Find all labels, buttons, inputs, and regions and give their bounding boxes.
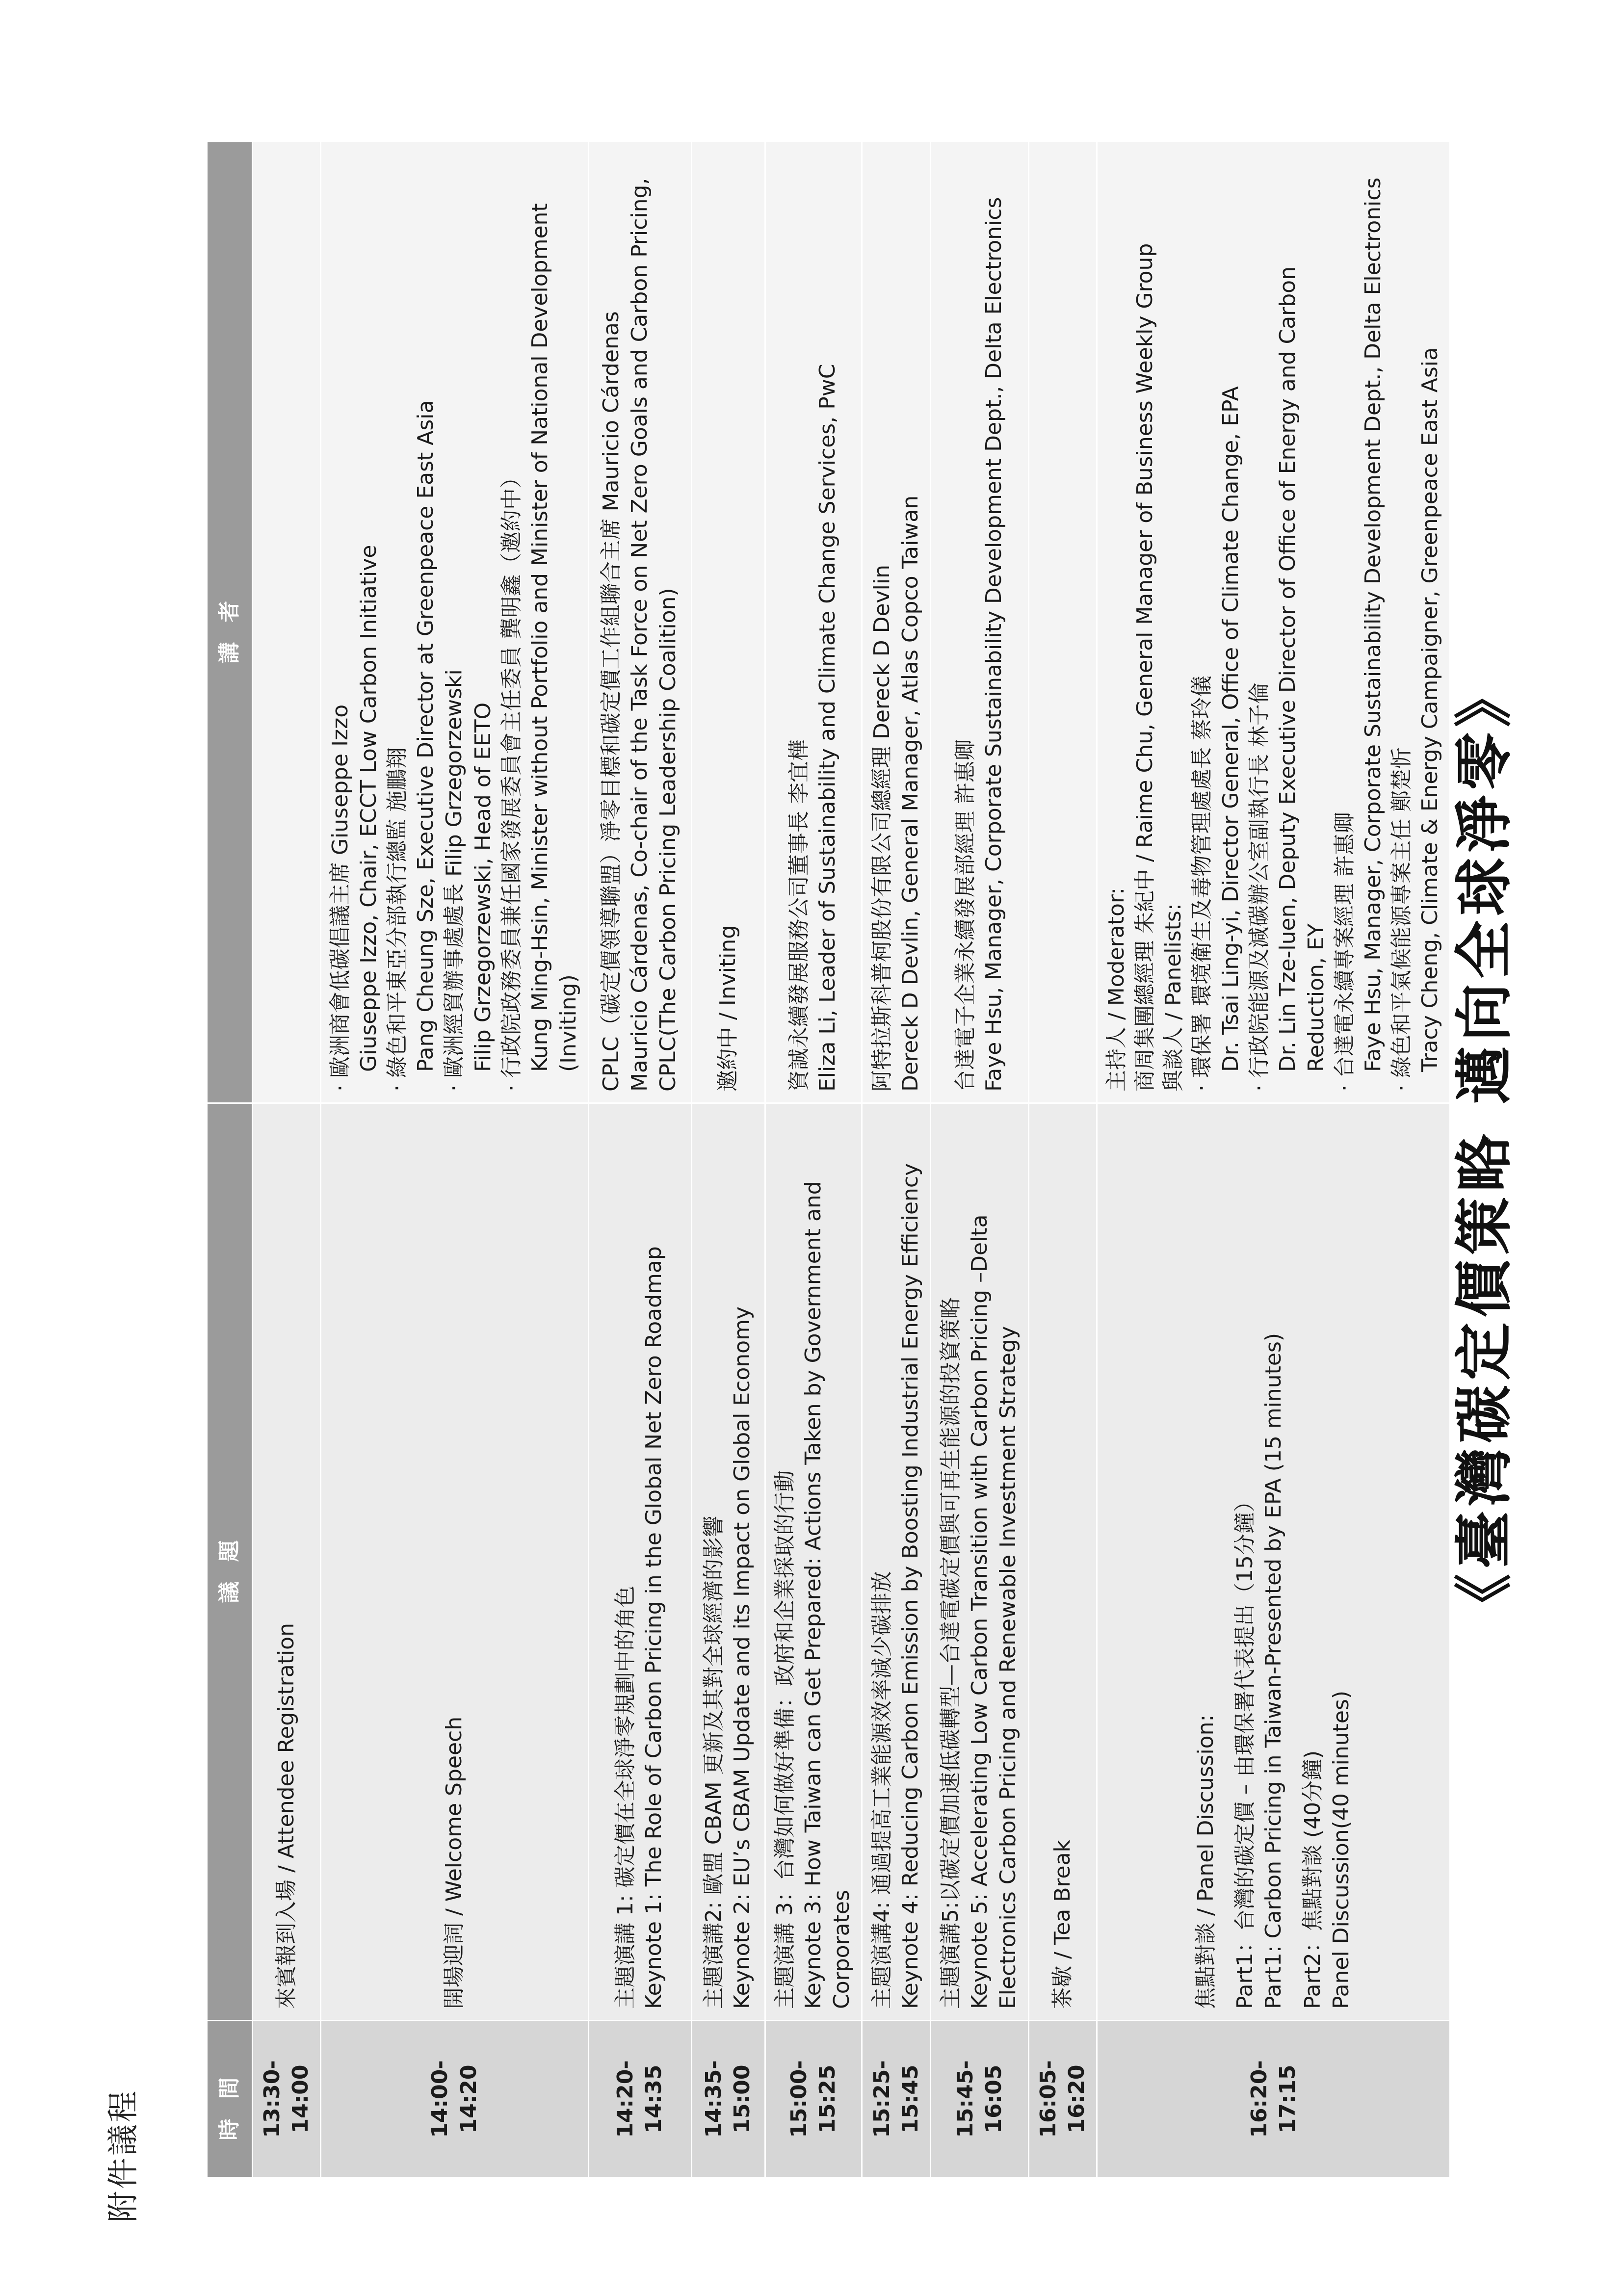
- annex-label: 附件議程: [105, 2089, 142, 2222]
- topic-line: 主題演講 1: 碳定價在全球淨零規劃中的角色: [613, 1586, 638, 2009]
- speaker-line: Filip Grzegorzewski, Head of EETO: [470, 702, 496, 1072]
- header-time: 時間: [207, 2021, 253, 2178]
- speaker-line: Eliza Li, Leader of Sustainability and Climate Change Services, PwC: [814, 364, 840, 1092]
- topic-line: 開場迎詞 / Welcome Speech: [442, 1716, 467, 2009]
- topic-line: 茶歇 / Tea Break: [1050, 1839, 1075, 2009]
- speaker-cell: [931, 142, 1029, 1103]
- speaker-line: Faye Hsu, Manager, Corporate Sustainability Development Dept., Delta Electronics: [1360, 177, 1386, 1072]
- table-row: [321, 142, 589, 2178]
- speaker-cell: [253, 142, 321, 1103]
- topic-line: Part1：台灣的碳定價 – 由環保署代表提出（15分鐘）: [1232, 1490, 1257, 2009]
- speaker-line: 商周集團總經理 朱紀中 / Raime Chu, General Manager of Business Weekly Group: [1132, 243, 1158, 1092]
- speaker-line: Kung Ming-Hsin, Minister without Portfolio and Minister of National Development (Inviting): [527, 203, 581, 1072]
- speaker-line: 阿特拉斯科普柯股份有限公司總經理 Dereck D Devlin: [869, 565, 894, 1092]
- time-cell: 15:45-16:05: [931, 2021, 1029, 2178]
- speaker-line: Pang Cheung Sze, Executive Director at Greenpeace East Asia: [413, 400, 439, 1072]
- speaker-line: Dr. Lin Tze-luen, Deputy Executive Director of Office of Energy and Carbon Reduction, EY: [1275, 266, 1329, 1072]
- topic-line: 主題演講4: 通過提高工業能源效率減少碳排放: [869, 1571, 894, 2009]
- speaker-line: Dereck D Devlin, General Manager, Atlas Copco Taiwan: [897, 495, 923, 1092]
- speaker-cell: [1097, 142, 1450, 1103]
- topic-line: 主題演講2: 歐盟 CBAM 更新及其對全球經濟的影響: [701, 1515, 727, 2009]
- speaker-line: Giuseppe Izzo, Chair, ECCT Low Carbon Initiative: [356, 545, 382, 1072]
- topic-cell: [931, 1103, 1029, 2021]
- topic-cell: [691, 1103, 765, 2021]
- table-row: [588, 142, 691, 2178]
- speaker-line: Dr. Tsai Ling-yi, Director General, Office of Climate Change, EPA: [1218, 386, 1243, 1072]
- speaker-line: · 行政院政務委員兼任國家發展委員會主任委員 龔明鑫（邀約中）: [498, 467, 524, 1092]
- header-speaker: 講者: [207, 142, 253, 1103]
- table-row: [931, 142, 1029, 2178]
- speaker-line: 與談人 / Panelists:: [1161, 903, 1186, 1092]
- topic-line: Part2：焦點對談 (40分鐘): [1300, 1750, 1325, 2009]
- speaker-line: 資誠永續發展服務公司董事長 李宜樺: [786, 739, 812, 1092]
- table-row: [1029, 142, 1097, 2178]
- speaker-line: · 綠色和平東亞分部執行總監 施鵬翔: [385, 747, 410, 1092]
- agenda-table: [206, 141, 1451, 2178]
- speaker-line: 邀約中 / Inviting: [715, 925, 741, 1092]
- speaker-cell: [588, 142, 691, 1103]
- table-row: [691, 142, 765, 2178]
- speaker-line: Faye Hsu, Manager, Corporate Sustainability Development Dept., Delta Electronics: [981, 197, 1006, 1092]
- speaker-line: Tracy Cheng, Climate & Energy Campaigner, Greenpeace East Asia: [1417, 347, 1443, 1072]
- speaker-line: · 行政院能源及減碳辦公室副執行長 林子倫: [1246, 682, 1272, 1092]
- time-cell: 14:00-14:20: [321, 2021, 589, 2178]
- speaker-line: 主持人 / Moderator:: [1104, 887, 1129, 1092]
- topic-cell: [1097, 1103, 1450, 2021]
- time-cell: 13:30-14:00: [253, 2021, 321, 2178]
- topic-line: 焦點對談 / Panel Discussion:: [1193, 1714, 1218, 2009]
- topic-cell: [862, 1103, 931, 2021]
- topic-cell: [765, 1103, 862, 2021]
- topic-line: Panel Discussion(40 minutes): [1328, 1690, 1354, 2009]
- topic-line: 主題演講 3：台灣如何做好準備：政府和企業採取的行動: [772, 1470, 797, 2009]
- time-cell: 14:35-15:00: [691, 2021, 765, 2178]
- table-row: [1097, 142, 1450, 2178]
- speaker-line: 台達電子企業永續發展部經理 許惠卿: [952, 739, 978, 1092]
- topic-line: Part1: Carbon Pricing in Taiwan-Presented by EPA (15 minutes): [1260, 1332, 1286, 2009]
- speaker-cell: [1029, 142, 1097, 1103]
- speaker-line: CPLC（碳定價領導聯盟）淨零目標和碳定價工作組聯合主席 Mauricio Cárdenas: [599, 311, 624, 1092]
- topic-cell: [1029, 1103, 1097, 2021]
- page-title: 《臺灣碳定價策略 邁向全球淨零》: [1450, 664, 1518, 1632]
- speaker-line: · 歐洲商會低碳倡議主席 Giuseppe Izzo: [328, 704, 353, 1092]
- speaker-cell: [765, 142, 862, 1103]
- topic-cell: [321, 1103, 589, 2021]
- speaker-cell: [862, 142, 931, 1103]
- topic-line: Keynote 3: How Taiwan can Get Prepared: Actions Taken by Government and Corporates: [800, 1181, 855, 2009]
- table-row: [253, 142, 321, 2178]
- table-row: [765, 142, 862, 2178]
- agenda-header-row: [207, 142, 253, 2178]
- topic-line: [1288, 1115, 1299, 2009]
- speaker-line: · 歐洲經貿辦事處處長 Filip Grzegorzewski: [442, 669, 467, 1092]
- speaker-line: Mauricio Cárdenas, Co-chair of the Task Force on Net Zero Goals and Carbon Pricing, CPLC(The Carbon Pricing Leadership Coalition): [627, 178, 681, 1092]
- time-cell: 14:20-14:35: [588, 2021, 691, 2178]
- table-row: [862, 142, 931, 2178]
- time-cell: 15:00-15:25: [765, 2021, 862, 2178]
- topic-line: Keynote 5: Accelerating Low Carbon Transition with Carbon Pricing –Delta Electronics Carbon Pricing and Renewable Investment Strategy: [967, 1214, 1021, 2009]
- topic-line: Keynote 1: The Role of Carbon Pricing in the Global Net Zero Roadmap: [641, 1246, 667, 2009]
- topic-cell: [253, 1103, 321, 2021]
- time-cell: 15:25-15:45: [862, 2021, 931, 2178]
- speaker-line: · 環保署 環境衛生及毒物管理處處長 蔡玲儀: [1189, 676, 1215, 1092]
- time-cell: 16:20-17:15: [1097, 2021, 1450, 2178]
- speaker-line: · 台達電永續專案經理 許惠卿: [1332, 812, 1357, 1092]
- speaker-cell: [321, 142, 589, 1103]
- agenda-body: [253, 142, 1450, 2178]
- topic-line: [1220, 1115, 1231, 2009]
- topic-line: Keynote 4: Reducing Carbon Emission by Boosting Industrial Energy Efficiency: [897, 1163, 923, 2009]
- topic-line: Keynote 2: EU’s CBAM Update and its Impact on Global Economy: [730, 1306, 755, 2009]
- time-cell: 16:05-16:20: [1029, 2021, 1097, 2178]
- speaker-cell: [691, 142, 765, 1103]
- topic-cell: [588, 1103, 691, 2021]
- topic-line: 主題演講5:以碳定價加速低碳轉型—台達電碳定價與可再生能源的投資策略: [938, 1297, 964, 2009]
- speaker-line: · 綠色和平氣候能源專案主任 鄭楚忻: [1389, 747, 1414, 1092]
- topic-line: 來賓報到入場 / Attendee Registration: [274, 1623, 299, 2009]
- header-topic: 議題: [207, 1103, 253, 2021]
